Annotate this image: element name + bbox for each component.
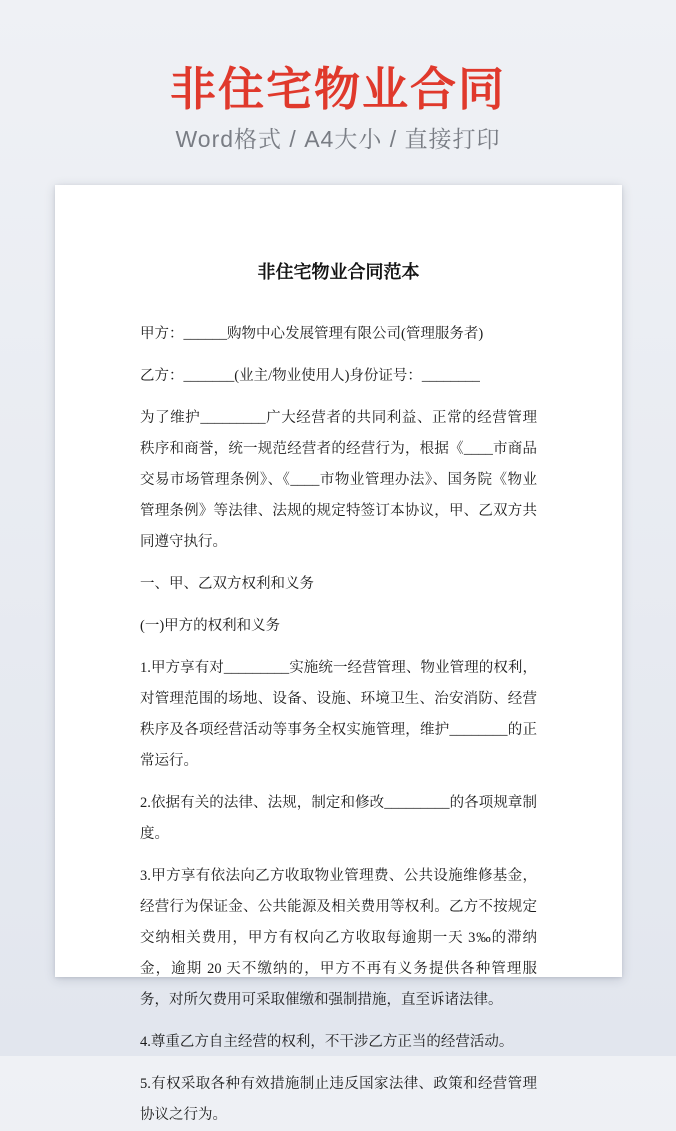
contract-clause-5: 5.有权采取各种有效措施制止违反国家法律、政策和经营管理协议之行为。 bbox=[140, 1075, 537, 1123]
contract-clause-4: 4.尊重乙方自主经营的权利，不干涉乙方正当的经营活动。 bbox=[140, 1033, 514, 1050]
contract-clause-2: 2.依据有关的法律、法规，制定和修改_________的各项规章制度。 bbox=[140, 794, 537, 842]
document-title: 非住宅物业合同范本 bbox=[257, 262, 420, 282]
contract-subsection-heading: (一)甲方的权利和义务 bbox=[140, 617, 281, 634]
banner-title: 非住宅物业合同 bbox=[170, 63, 506, 115]
contract-section-heading: 一、甲、乙双方权利和义务 bbox=[140, 575, 314, 592]
contract-paragraph-party-a: 甲方：______购物中心发展管理有限公司(管理服务者) bbox=[140, 325, 484, 342]
document-page bbox=[55, 185, 622, 1123]
contract-paragraph-party-b: 乙方：_______(业主/物业使用人)身份证号：________ bbox=[140, 367, 480, 384]
banner-subtitle: Word格式 / A4大小 / 直接打印 bbox=[175, 125, 501, 152]
contract-paragraph-preamble: 为了维护_________广大经营者的共同利益、正常的经营管理秩序和商誉，统一规范经营者的经营行为，根据《____市商品交易市场管理条例》、《____市物业管理办法》、国务院《物业管理条例》等法律、法规的规定特签订本协议，甲、乙双方共同遵守执行。 bbox=[140, 409, 537, 550]
contract-clause-1: 1.甲方享有对_________实施统一经营管理、物业管理的权利，对管理范围的场地、设备、设施、环境卫生、治安消防、经营秩序及各项经营活动等事务全权实施管理，维护________的正常运行。 bbox=[140, 659, 537, 769]
template-banner bbox=[0, 0, 676, 153]
document-body bbox=[140, 319, 537, 1131]
contract-clause-3: 3.甲方享有依法向乙方收取物业管理费、公共设施维修基金，经营行为保证金、公共能源及相关费用等权利。乙方不按规定交纳相关费用，甲方有权向乙方收取每逾期一天 3‰的滞纳金，逾期 20 天不缴纳的，甲方不再有义务提供各种管理服务，对所欠费用可采取催缴和强制措施，直至诉诸法律。 bbox=[140, 867, 537, 1008]
